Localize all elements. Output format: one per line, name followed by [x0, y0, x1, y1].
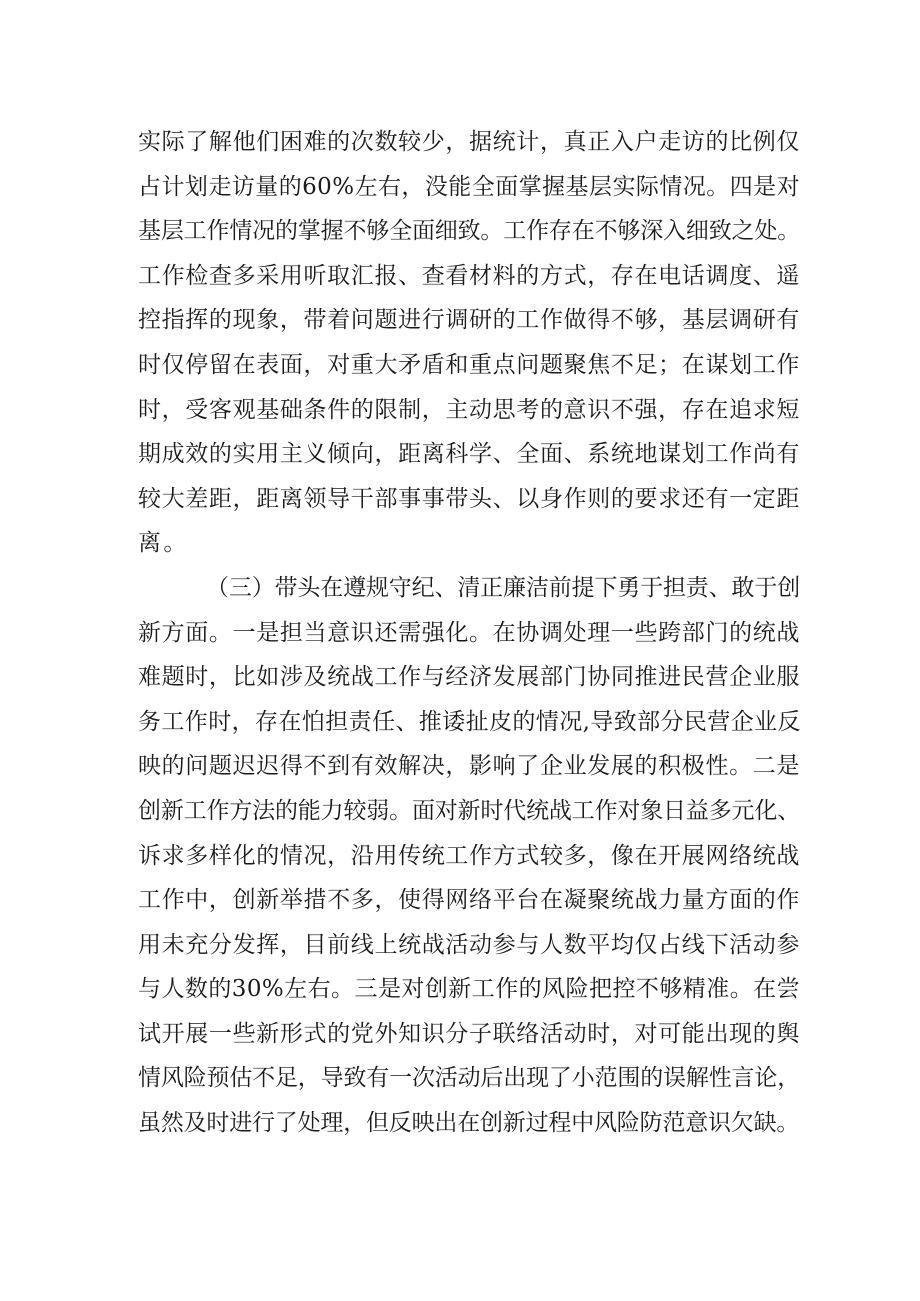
text-line: 实际了解他们困难的次数较少，据统计，真正入户走访的比例仅 — [138, 129, 800, 155]
text-line: 虽然及时进行了处理，但反映出在创新过程中风险防范意识欠缺。 — [138, 1110, 800, 1137]
text-line: 映的问题迟迟得不到有效解决，影响了企业发展的积极性。二是 — [138, 753, 800, 780]
text-line: 新方面。一是担当意识还需强化。在协调处理一些跨部门的统战 — [138, 619, 800, 646]
text-line: 工作中，创新举措不多，使得网络平台在凝聚统战力量方面的作 — [138, 887, 800, 914]
text-line: 试开展一些新形式的党外知识分子联络活动时，对可能出现的舆 — [138, 1020, 800, 1047]
text-line: 务工作时，存在怕担责任、推诿扯皮的情况,导致部分民营企业反 — [138, 708, 801, 735]
text-line: 诉求多样化的情况，沿用传统工作方式较多，像在开展网络统战 — [138, 842, 800, 869]
text-line: 工作检查多采用听取汇报、查看材料的方式，存在电话调度、遥 — [138, 262, 800, 289]
text-line: 情风险预估不足，导致有一次活动后出现了小范围的误解性言论， — [138, 1065, 800, 1092]
text-line: 控指挥的现象，带着问题进行调研的工作做得不够，基层调研有 — [138, 307, 800, 334]
text-line: 较大差距，距离领导干部事事带头、以身作则的要求还有一定距 — [138, 485, 800, 512]
text-line: 离。 — [138, 530, 189, 557]
section-heading-line: （三）带头在遵规守纪、清正廉洁前提下勇于担责、敢于创 — [206, 574, 800, 601]
text-line: 时仅停留在表面，对重大矛盾和重点问题聚焦不足；在谋划工作 — [138, 351, 800, 378]
text-line: 时，受客观基础条件的限制，主动思考的意识不强，存在追求短 — [138, 396, 800, 423]
text-line: 期成效的实用主义倾向，距离科学、全面、系统地谋划工作尚有 — [138, 441, 800, 468]
text-line: 创新工作方法的能力较弱。面对新时代统战工作对象日益多元化、 — [138, 797, 800, 824]
text-line: 与人数的30%左右。三是对创新工作的风险把控不够精准。在尝 — [138, 976, 800, 1003]
text-line: 用未充分发挥，目前线上统战活动参与人数平均仅占线下活动参 — [138, 931, 800, 958]
text-line: 难题时，比如涉及统战工作与经济发展部门协同推进民营企业服 — [138, 664, 800, 691]
document-body — [138, 120, 800, 1146]
text-line: 基层工作情况的掌握不够全面细致。工作存在不够深入细致之处。 — [138, 218, 800, 245]
text-line: 占计划走访量的60%左右，没能全面掌握基层实际情况。四是对 — [138, 173, 800, 200]
